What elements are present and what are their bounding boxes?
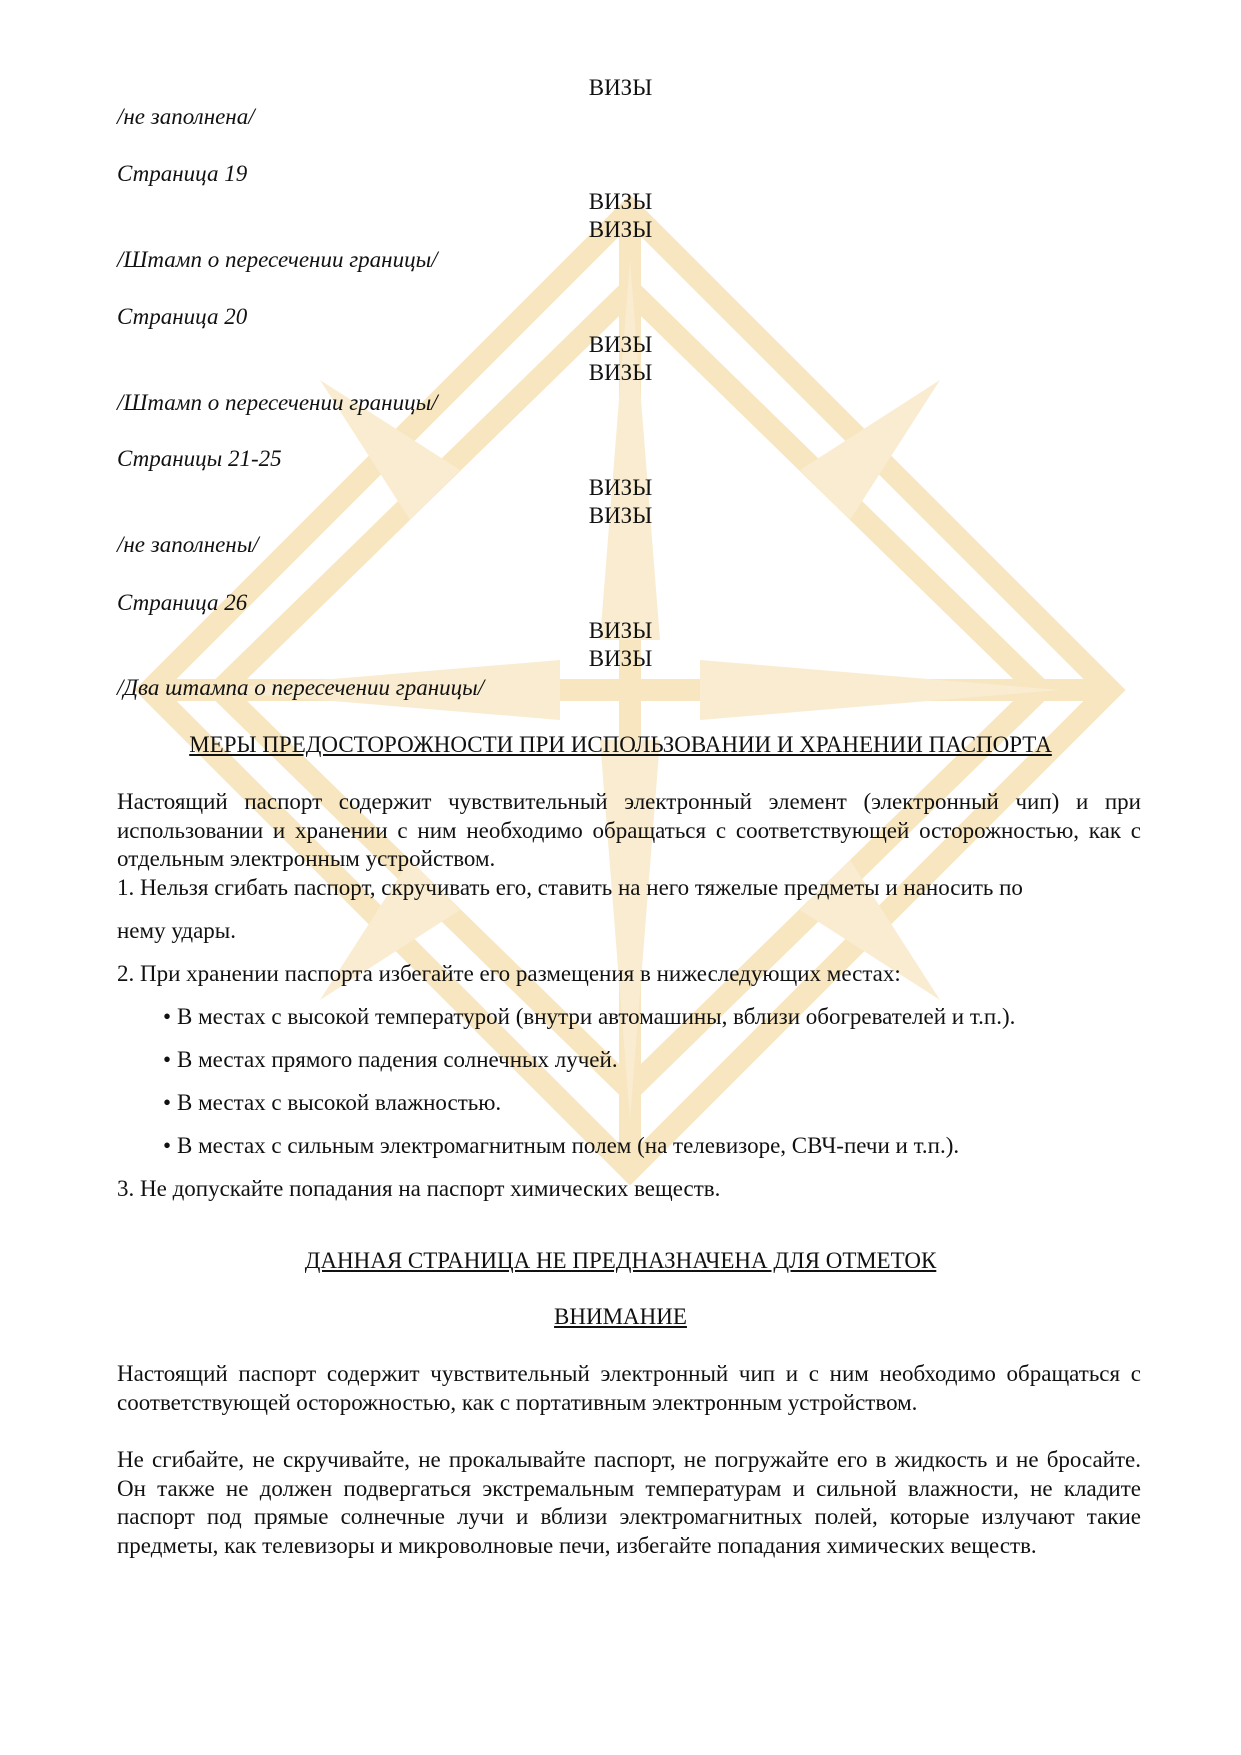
visa-heading: ВИЗЫ	[588, 360, 653, 385]
page-note: /Два штампа о пересечении границы/	[117, 675, 485, 700]
bullet-icon: •	[163, 1004, 172, 1029]
page-note: /Штамп о пересечении границы/	[117, 247, 438, 272]
precautions-item-3: 3. Не допускайте попадания на паспорт химических веществ.	[117, 1176, 721, 1201]
page-note: /Штамп о пересечении границы/	[117, 390, 438, 415]
list-item-text: В местах с высокой температурой (внутри автомашины, вблизи обогревателей и т.п.).	[177, 1004, 1016, 1029]
visa-heading: ВИЗЫ	[588, 475, 653, 500]
not-for-marks-heading: ДАННАЯ СТРАНИЦА НЕ ПРЕДНАЗНАЧЕНА ДЛЯ ОТМЕТОК	[304, 1248, 937, 1273]
precautions-intro: Настоящий паспорт содержит чувствительный электронный элемент (электронный чип) и при использовании и хранении с ним необходимо обращаться с соответствующей осторожностью, как с отдельным электронным устройством.	[117, 789, 1141, 871]
bullet-icon: •	[163, 1133, 172, 1158]
page-note: /не заполнена/	[117, 104, 255, 129]
attention-paragraph-2: Не сгибайте, не скручивайте, не прокалывайте паспорт, не погружайте его в жидкость и не бросайте. Он также не должен подвергаться экстремальным температурам и сильной влажности, не кладите паспорт под прямые солнечные лучи и вблизи электромагнитных полей, которые излучают такие предметы, как телевизоры и микроволновые печи, избегайте попадания химических веществ.	[117, 1447, 1141, 1558]
bullet-icon: •	[163, 1047, 172, 1072]
bullet-icon: •	[163, 1090, 172, 1115]
precautions-item-2: 2. При хранении паспорта избегайте его размещения в нижеследующих местах:	[117, 961, 901, 986]
page-label: Страница 20	[117, 304, 248, 329]
page-note: /не заполнены/	[117, 532, 259, 557]
visa-heading: ВИЗЫ	[588, 618, 653, 643]
page-label: Страница 19	[117, 161, 248, 186]
attention-title: ВНИМАНИЕ	[554, 1304, 687, 1329]
visa-heading: ВИЗЫ	[588, 217, 653, 242]
precautions-item-1-cont: нему удары.	[117, 918, 236, 943]
page-label: Страница 26	[117, 590, 248, 615]
visa-heading: ВИЗЫ	[588, 75, 653, 100]
list-item-text: В местах прямого падения солнечных лучей.	[177, 1047, 618, 1072]
list-item	[163, 1089, 501, 1117]
precautions-item-1: 1. Нельзя сгибать паспорт, скручивать его, ставить на него тяжелые предметы и наносить по	[117, 875, 1023, 900]
visa-heading: ВИЗЫ	[588, 332, 653, 357]
list-item-text: В местах с высокой влажностью.	[177, 1090, 502, 1115]
list-item	[163, 1132, 959, 1160]
precautions-title: МЕРЫ ПРЕДОСТОРОЖНОСТИ ПРИ ИСПОЛЬЗОВАНИИ И ХРАНЕНИИ ПАСПОРТА	[189, 732, 1052, 757]
visa-heading: ВИЗЫ	[588, 189, 653, 214]
list-item	[163, 1046, 618, 1074]
list-item-text: В местах с сильным электромагнитным полем (на телевизоре, СВЧ-печи и т.п.).	[177, 1133, 960, 1158]
list-item	[163, 1003, 1015, 1031]
attention-paragraph-1: Настоящий паспорт содержит чувствительный электронный чип и с ним необходимо обращаться с соответствующей осторожностью, как с портативным электронным устройством.	[117, 1361, 1141, 1415]
page-label: Страницы 21-25	[117, 446, 282, 471]
visa-heading: ВИЗЫ	[588, 503, 653, 528]
visa-heading: ВИЗЫ	[588, 646, 653, 671]
